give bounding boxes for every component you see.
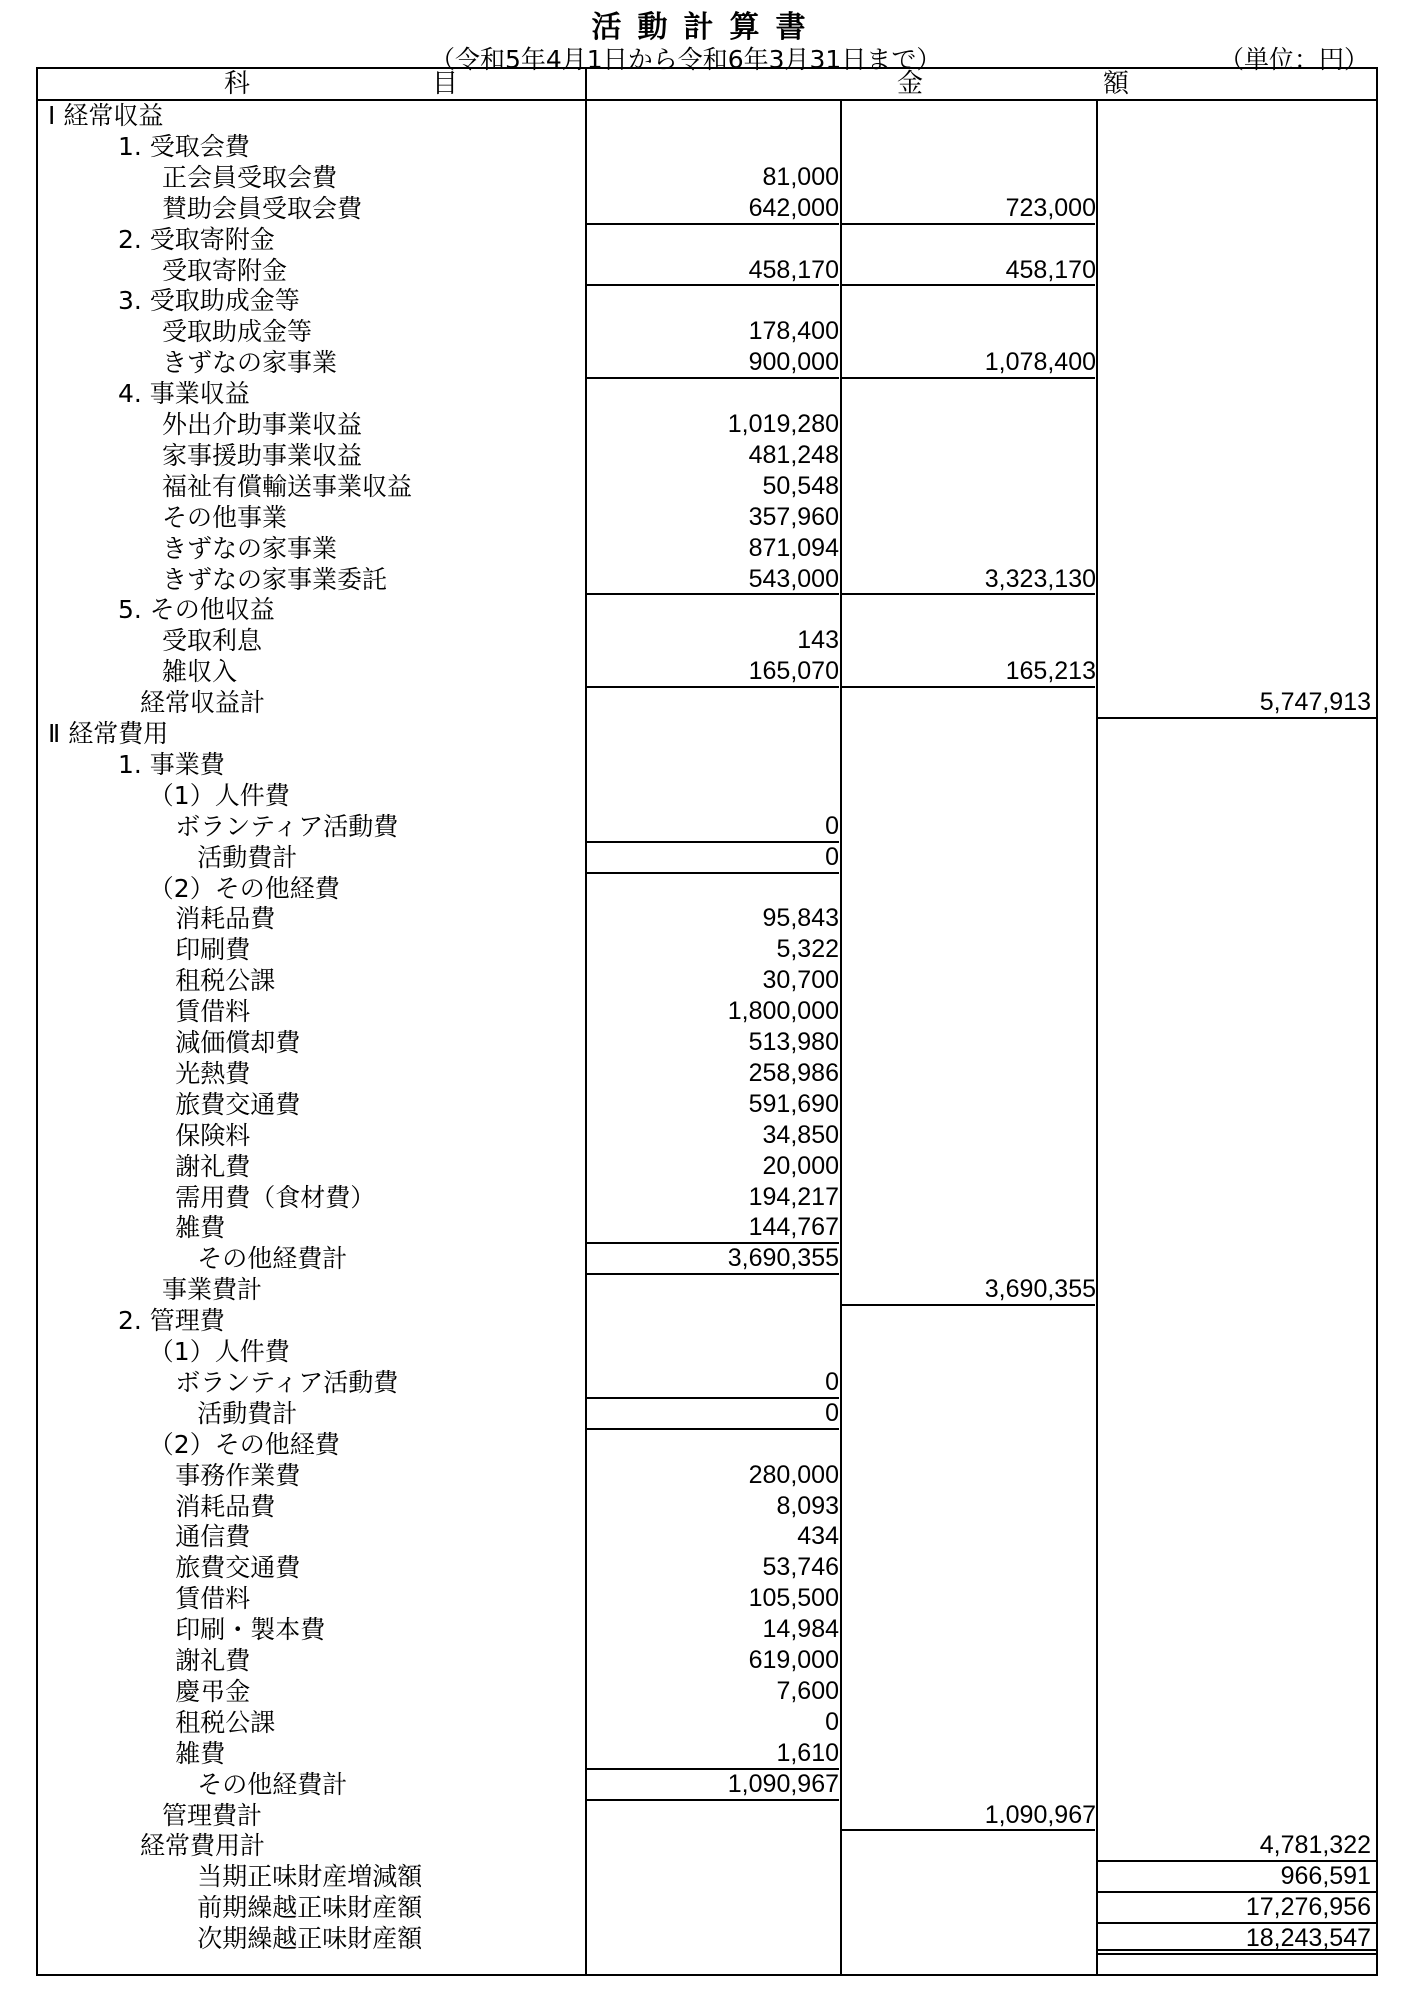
row-label: 旅費交通費 <box>175 1089 301 1119</box>
table-row <box>38 100 1376 131</box>
row-label: Ⅱ 経常費用 <box>48 719 169 748</box>
amount-header-char-2: 額 <box>1103 69 1130 99</box>
table-row <box>38 162 1376 193</box>
table-row <box>38 1305 1376 1336</box>
row-label: 1. 事業費 <box>118 749 225 779</box>
table-row <box>38 903 1376 934</box>
amount-col-1: 642,000 <box>748 193 839 222</box>
underline-rule <box>587 593 839 595</box>
row-label: 正会員受取会費 <box>162 162 338 192</box>
row-label: 事業費計 <box>162 1275 263 1305</box>
row-label: 租税公課 <box>175 1707 276 1737</box>
table-row <box>38 131 1376 162</box>
table-row <box>38 347 1376 378</box>
currency-unit: （単位：円） <box>1218 45 1369 74</box>
amount-col-1: 8,093 <box>776 1491 839 1520</box>
table-row <box>38 1738 1376 1769</box>
row-label: ボランティア活動費 <box>175 811 399 841</box>
amount-col-1: 1,019,280 <box>727 410 839 438</box>
row-label: 消耗品費 <box>175 904 276 934</box>
amount-col-1: 105,500 <box>748 1584 839 1613</box>
table-row <box>38 965 1376 996</box>
row-label: 前期繰越正味財産額 <box>197 1893 423 1923</box>
table-row <box>38 502 1376 533</box>
table-row <box>38 780 1376 811</box>
amount-header-char-1: 金 <box>897 69 924 99</box>
row-label: （2）その他経費 <box>148 873 340 903</box>
row-label: その他経費計 <box>197 1244 348 1274</box>
row-label: きずなの家事業 <box>162 348 338 378</box>
amount-col-2: 3,690,355 <box>984 1275 1096 1304</box>
amount-col-1: 871,094 <box>748 533 839 562</box>
row-label: 謝礼費 <box>175 1646 251 1675</box>
amount-col-1: 258,986 <box>748 1058 839 1087</box>
amount-col-1: 81,000 <box>762 162 839 191</box>
row-label: 租税公課 <box>175 966 276 996</box>
table-row <box>38 1800 1376 1831</box>
amount-col-1: 95,843 <box>762 904 839 933</box>
amount-col-1: 0 <box>825 811 839 840</box>
table-row <box>38 1645 1376 1676</box>
underline-rule <box>587 1242 839 1244</box>
row-label: 賃借料 <box>175 1584 251 1614</box>
table-row <box>38 842 1376 873</box>
amount-col-1: 280,000 <box>748 1460 839 1489</box>
underline-rule <box>1098 1922 1376 1924</box>
row-label: 受取利息 <box>162 626 263 656</box>
row-label: 事務作業費 <box>175 1460 301 1490</box>
amount-col-1: 14,984 <box>762 1615 839 1644</box>
amount-col-1: 20,000 <box>762 1151 839 1180</box>
amount-col-2: 1,078,400 <box>984 348 1096 377</box>
amount-col-1: 3,690,355 <box>727 1244 839 1273</box>
table-row <box>38 1274 1376 1305</box>
row-label: 通信費 <box>175 1522 251 1552</box>
table-row <box>38 255 1376 286</box>
activity-statement-table <box>36 67 1378 1976</box>
amount-col-1: 619,000 <box>748 1646 839 1674</box>
amount-col-2: 458,170 <box>1005 255 1096 284</box>
amount-col-1: 543,000 <box>748 564 839 593</box>
table-row <box>38 934 1376 965</box>
amount-col-1: 50,548 <box>762 471 839 500</box>
row-label: きずなの家事業 <box>162 533 338 563</box>
table-row <box>38 1398 1376 1429</box>
underline-rule <box>842 1829 1095 1831</box>
amount-col-1: 53,746 <box>762 1553 839 1582</box>
table-row <box>38 440 1376 471</box>
underline-rule <box>587 1768 839 1770</box>
row-label: 雑費 <box>175 1738 226 1768</box>
amount-col-1: 591,690 <box>748 1089 839 1118</box>
amount-col-1: 0 <box>825 1398 839 1427</box>
table-row <box>38 533 1376 564</box>
table-row <box>38 1120 1376 1151</box>
amount-col-1: 357,960 <box>748 502 839 531</box>
table-row <box>38 1583 1376 1614</box>
table-row <box>38 285 1376 316</box>
amount-col-1: 7,600 <box>776 1676 839 1705</box>
table-row <box>38 316 1376 347</box>
row-label: 謝礼費 <box>175 1151 251 1181</box>
row-label: 需用費（食材費） <box>175 1182 376 1212</box>
row-label: ボランティア活動費 <box>175 1367 399 1397</box>
row-label: 受取助成金等 <box>162 317 313 347</box>
amount-col-1: 434 <box>797 1522 839 1551</box>
table-row <box>38 996 1376 1027</box>
amount-col-1: 458,170 <box>748 255 839 284</box>
underline-rule <box>842 686 1095 688</box>
row-label: 1. 受取会費 <box>118 131 250 161</box>
amount-col-1: 481,248 <box>748 440 839 469</box>
row-label: その他経費計 <box>197 1769 348 1799</box>
table-row <box>38 1243 1376 1274</box>
amount-column-header <box>585 69 1376 101</box>
row-label: 保険料 <box>175 1120 251 1150</box>
underline-rule <box>842 377 1095 379</box>
row-label: 印刷費 <box>175 935 251 965</box>
underline-rule <box>587 686 839 688</box>
row-label: 家事援助事業収益 <box>162 440 363 470</box>
table-row <box>38 687 1376 718</box>
table-row <box>38 1212 1376 1243</box>
row-label: 2. 受取寄附金 <box>118 224 275 254</box>
subject-header-char-1: 科 <box>224 69 251 99</box>
row-label: 当期正味財産増減額 <box>197 1862 423 1892</box>
amount-col-3: 17,276,956 <box>1245 1893 1371 1922</box>
amount-col-2: 3,323,130 <box>984 564 1096 593</box>
row-label: （1）人件費 <box>148 1337 290 1366</box>
row-label: 受取寄附金 <box>162 255 288 285</box>
table-row <box>38 1707 1376 1738</box>
table-row <box>38 1182 1376 1213</box>
row-label: 経常費用計 <box>140 1831 266 1861</box>
underline-rule <box>587 1397 839 1399</box>
table-row <box>38 718 1376 749</box>
row-label: 4. 事業収益 <box>118 379 250 409</box>
table-row <box>38 873 1376 904</box>
underline-rule <box>842 593 1095 595</box>
amount-col-1: 178,400 <box>748 317 839 346</box>
amount-col-1: 5,322 <box>776 935 839 964</box>
amount-col-1: 0 <box>825 842 839 871</box>
table-row <box>38 1336 1376 1367</box>
row-label: 雑収入 <box>162 657 238 687</box>
row-label: 雑費 <box>175 1213 226 1243</box>
fiscal-period: （令和5年4月1日から令和6年3月31日まで） <box>430 45 942 74</box>
row-label: 旅費交通費 <box>175 1553 301 1583</box>
subject-header-char-2: 目 <box>432 69 459 99</box>
table-row <box>38 1614 1376 1645</box>
row-label: 印刷・製本費 <box>175 1615 326 1645</box>
row-label: 2. 管理費 <box>118 1306 225 1336</box>
table-row <box>38 811 1376 842</box>
amount-col-1: 1,090,967 <box>727 1769 839 1798</box>
underline-rule <box>587 841 839 843</box>
amount-col-1: 143 <box>797 626 839 655</box>
row-label: 減価償却費 <box>175 1028 301 1057</box>
amount-col-1: 194,217 <box>748 1182 839 1211</box>
table-row <box>38 1521 1376 1552</box>
underline-rule <box>587 223 839 225</box>
row-label: 賛助会員受取会費 <box>162 193 363 223</box>
amount-col-1: 30,700 <box>762 966 839 995</box>
amount-col-3: 5,747,913 <box>1259 688 1371 717</box>
underline-rule <box>842 284 1095 286</box>
table-row <box>38 1367 1376 1398</box>
row-label: 消耗品費 <box>175 1491 276 1521</box>
underline-rule <box>842 1304 1095 1306</box>
row-label: Ⅰ 経常収益 <box>48 101 164 130</box>
amount-col-1: 144,767 <box>748 1213 839 1242</box>
amount-col-1: 1,610 <box>776 1738 839 1767</box>
table-row <box>38 564 1376 595</box>
amount-col-2: 723,000 <box>1005 193 1096 222</box>
underline-rule <box>587 1799 839 1801</box>
table-row <box>38 1676 1376 1707</box>
table-row <box>38 1460 1376 1491</box>
row-label: 管理費計 <box>162 1800 263 1830</box>
table-row <box>38 1769 1376 1800</box>
amount-col-2: 165,213 <box>1005 657 1096 686</box>
table-row <box>38 1491 1376 1522</box>
underline-rule <box>587 1273 839 1275</box>
table-row <box>38 1552 1376 1583</box>
double-underline-rule <box>1098 1949 1376 1951</box>
amount-col-2: 1,090,967 <box>984 1800 1096 1829</box>
amount-col-1: 0 <box>825 1707 839 1736</box>
row-label: きずなの家事業委託 <box>162 564 388 594</box>
underline-rule <box>842 223 1095 225</box>
row-label: 次期繰越正味財産額 <box>197 1924 423 1954</box>
row-label: （1）人件費 <box>148 780 290 810</box>
table-row <box>38 1089 1376 1120</box>
table-row <box>38 224 1376 255</box>
table-row <box>38 409 1376 440</box>
table-row <box>38 749 1376 780</box>
underline-rule <box>1098 1860 1376 1862</box>
amount-col-1: 34,850 <box>762 1120 839 1149</box>
amount-col-1: 165,070 <box>748 657 839 686</box>
amount-col-3: 966,591 <box>1280 1862 1371 1891</box>
table-row <box>38 1892 1376 1923</box>
underline-rule <box>1098 1891 1376 1893</box>
table-row <box>38 193 1376 224</box>
row-label: 経常収益計 <box>140 688 266 718</box>
underline-rule <box>587 1428 839 1430</box>
row-label: 光熱費 <box>175 1058 251 1088</box>
table-row <box>38 378 1376 409</box>
underline-rule <box>587 377 839 379</box>
table-row <box>38 471 1376 502</box>
table-row <box>38 1151 1376 1182</box>
table-row <box>38 1861 1376 1892</box>
row-label: 5. その他収益 <box>118 595 275 625</box>
row-label: （2）その他経費 <box>148 1429 340 1459</box>
table-row <box>38 594 1376 625</box>
amount-col-3: 18,243,547 <box>1245 1924 1371 1953</box>
underline-rule <box>1098 1953 1376 1955</box>
table-row <box>38 1429 1376 1460</box>
table-row <box>38 656 1376 687</box>
table-row <box>38 1830 1376 1861</box>
amount-col-1: 0 <box>825 1367 839 1396</box>
document-title: 活動計算書 <box>591 10 822 45</box>
amount-col-3: 4,781,322 <box>1259 1831 1371 1860</box>
row-label: 外出介助事業収益 <box>162 410 363 439</box>
underline-rule <box>587 284 839 286</box>
amount-col-1: 513,980 <box>748 1028 839 1056</box>
row-label: 3. 受取助成金等 <box>118 286 300 316</box>
underline-rule <box>1098 717 1376 719</box>
row-label: 活動費計 <box>197 1398 298 1428</box>
amount-col-1: 900,000 <box>748 348 839 377</box>
row-label: 活動費計 <box>197 842 298 872</box>
row-label: 福祉有償輸送事業収益 <box>162 471 413 501</box>
table-row <box>38 1058 1376 1089</box>
row-label: 慶弔金 <box>175 1676 251 1706</box>
amount-col-1: 1,800,000 <box>727 997 839 1026</box>
table-row <box>38 625 1376 656</box>
row-label: その他事業 <box>162 502 288 532</box>
underline-rule <box>587 872 839 874</box>
table-row <box>38 1027 1376 1058</box>
subject-column-header <box>38 69 585 101</box>
row-label: 賃借料 <box>175 997 251 1027</box>
